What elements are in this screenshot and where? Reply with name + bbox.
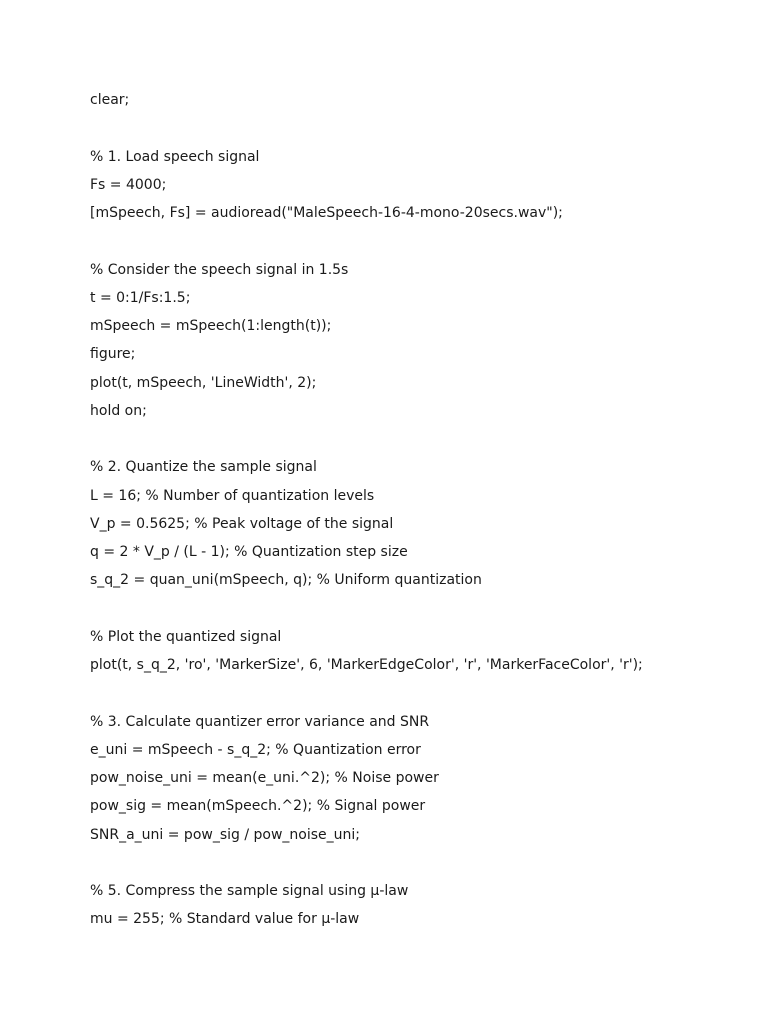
comment-line: % Plot the quantized signal	[90, 628, 282, 645]
code-line: q = 2 * V_p / (L - 1); % Quantization step size	[90, 544, 408, 560]
code-line: s_q_2 = quan_uni(mSpeech, q); % Uniform quantization	[90, 572, 482, 589]
code-line: pow_sig = mean(mSpeech.^2); % Signal power	[90, 798, 426, 815]
code-line: hold on;	[90, 402, 147, 419]
code-line: clear;	[90, 92, 130, 108]
blank-line	[90, 849, 750, 877]
code-line: mu = 255; % Standard value for μ-law	[90, 911, 360, 928]
code-line: pow_noise_uni = mean(e_uni.^2); % Noise power	[90, 770, 439, 786]
code-line: e_uni = mSpeech - s_q_2; % Quantization error	[90, 741, 421, 758]
code-line: Fs = 4000;	[90, 176, 167, 193]
code-line: mSpeech = mSpeech(1:length(t));	[90, 318, 332, 334]
comment-line: % Consider the speech signal in 1.5s	[90, 261, 349, 278]
blank-line	[90, 425, 750, 453]
blank-line	[90, 114, 750, 142]
blank-line	[90, 227, 750, 255]
blank-line	[90, 595, 750, 623]
code-body	[90, 86, 750, 934]
code-line: L = 16; % Number of quantization levels	[90, 487, 375, 504]
blank-line	[90, 679, 750, 707]
code-line: plot(t, s_q_2, 'ro', 'MarkerSize', 6, 'MarkerEdgeColor', 'r', 'MarkerFaceColor', 'r');	[90, 657, 643, 673]
code-line: V_p = 0.5625; % Peak voltage of the signal	[90, 515, 394, 532]
comment-line: % 1. Load speech signal	[90, 148, 260, 165]
comment-line: % 5. Compress the sample signal using μ-law	[90, 883, 409, 899]
code-line: [mSpeech, Fs] = audioread("MaleSpeech-16-4-mono-20secs.wav");	[90, 205, 563, 221]
comment-line: % 3. Calculate quantizer error variance and SNR	[90, 713, 430, 730]
comment-line: % 2. Quantize the sample signal	[90, 459, 317, 476]
code-line: plot(t, mSpeech, 'LineWidth', 2);	[90, 374, 317, 391]
code-line: t = 0:1/Fs:1.5;	[90, 289, 191, 306]
code-line: SNR_a_uni = pow_sig / pow_noise_uni;	[90, 826, 361, 843]
code-line: figure;	[90, 346, 136, 363]
